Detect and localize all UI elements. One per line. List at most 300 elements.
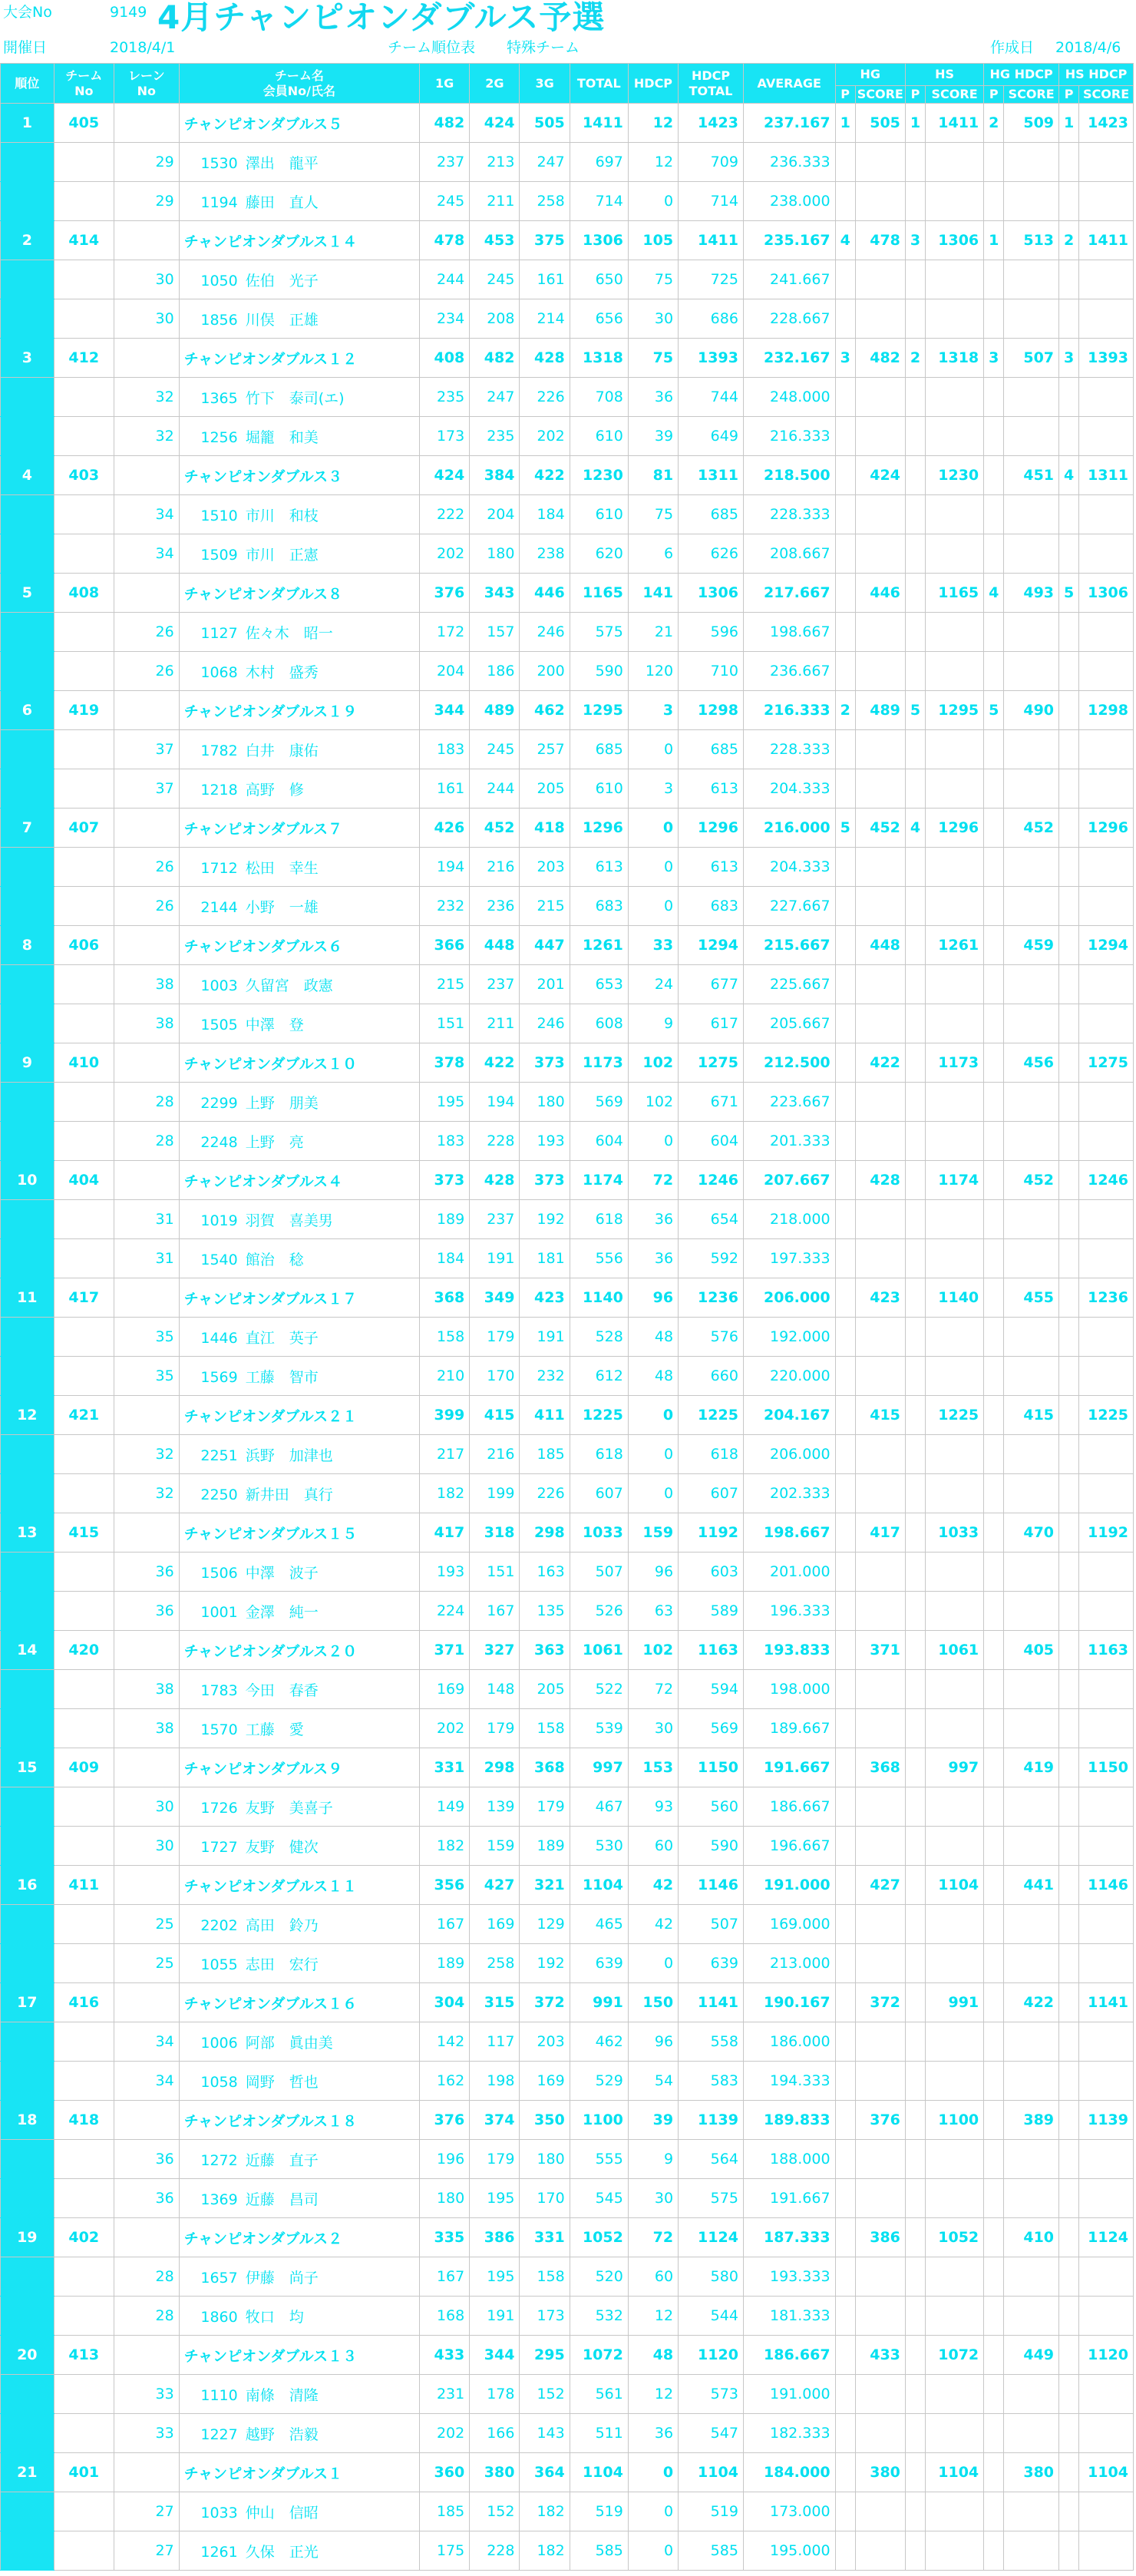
member-cell (179, 1827, 419, 1866)
total-cell: 1061 (570, 1631, 628, 1670)
team-no-cell (54, 1827, 114, 1866)
member-id: 1127 (200, 624, 238, 642)
empty-cell (855, 1905, 905, 1944)
hg-score-cell: 446 (855, 574, 905, 613)
empty-cell (1059, 1670, 1079, 1709)
hg-score-cell: 376 (855, 2101, 905, 2140)
empty-cell (1079, 182, 1134, 221)
hdcp-total-cell: 558 (679, 2022, 744, 2062)
average-cell: 191.000 (743, 1866, 835, 1905)
g1-cell: 433 (419, 2336, 469, 2375)
g1-cell: 360 (419, 2453, 469, 2492)
rank-cell (1, 730, 54, 769)
hdcp-total-cell: 1139 (679, 2101, 744, 2140)
empty-cell (855, 1474, 905, 1513)
member-name: 白井 康佑 (245, 742, 319, 759)
g1-cell: 231 (419, 2375, 469, 2414)
empty-cell (926, 613, 984, 652)
empty-cell (835, 2531, 855, 2571)
empty-cell (905, 652, 925, 691)
g3-cell: 203 (520, 2022, 570, 2062)
empty-cell (835, 1709, 855, 1748)
empty-cell (1079, 1318, 1134, 1357)
empty-cell (1059, 769, 1079, 809)
empty-cell (1004, 1122, 1059, 1161)
hg-p-cell (835, 2218, 855, 2257)
hdcp-cell: 3 (628, 691, 678, 730)
member-row (1, 2022, 1134, 2062)
col-2g: 2G (470, 64, 520, 104)
member-row (1, 495, 1134, 534)
member-row (1, 1122, 1134, 1161)
lane-no-cell: 32 (114, 417, 179, 456)
empty-cell (905, 2492, 925, 2531)
team-name-cell: チャンピオンダブルス９ (179, 1748, 419, 1787)
empty-cell (984, 2179, 1004, 2218)
g3-cell: 246 (520, 1004, 570, 1043)
member-cell (179, 1357, 419, 1396)
col-1g: 1G (419, 64, 469, 104)
hs-p-cell (905, 1278, 925, 1318)
hdcp-cell: 141 (628, 574, 678, 613)
member-id: 1194 (200, 193, 238, 211)
empty-cell (905, 182, 925, 221)
member-name: 館治 稔 (245, 1251, 304, 1268)
empty-cell (905, 2062, 925, 2101)
average-cell: 182.333 (743, 2414, 835, 2453)
member-name: 久留宮 政憲 (245, 977, 333, 994)
rank-cell (1, 1083, 54, 1122)
lane-no-cell: 33 (114, 2414, 179, 2453)
empty-cell (1059, 299, 1079, 339)
total-cell: 545 (570, 2179, 628, 2218)
empty-cell (835, 1592, 855, 1631)
team-no-cell (54, 143, 114, 182)
empty-cell (855, 887, 905, 926)
hdcp-cell: 72 (628, 1670, 678, 1709)
empty-cell (1079, 652, 1134, 691)
member-id: 1540 (200, 1251, 238, 1268)
empty-cell (855, 182, 905, 221)
lane-no-cell (114, 339, 179, 378)
lane-no-cell: 25 (114, 1905, 179, 1944)
hgh-p-cell (984, 1396, 1004, 1435)
g2-cell: 258 (470, 1944, 520, 1983)
team-row (1, 1983, 1134, 2022)
empty-cell (835, 652, 855, 691)
team-no-cell (54, 2257, 114, 2297)
average-cell: 232.167 (743, 339, 835, 378)
col-hg-p: P (835, 86, 855, 104)
member-row (1, 887, 1134, 926)
hdcp-cell: 30 (628, 2179, 678, 2218)
hgh-p-cell: 2 (984, 104, 1004, 143)
hdcp-total-cell: 590 (679, 1827, 744, 1866)
empty-cell (926, 1239, 984, 1278)
hg-p-cell (835, 2101, 855, 2140)
hdcp-total-cell: 685 (679, 495, 744, 534)
g2-cell: 247 (470, 378, 520, 417)
empty-cell (1004, 182, 1059, 221)
empty-cell (984, 1553, 1004, 1592)
lane-no-cell: 29 (114, 182, 179, 221)
g2-cell: 191 (470, 1239, 520, 1278)
hgh-score-cell: 415 (1004, 1396, 1059, 1435)
member-cell (179, 182, 419, 221)
g3-cell: 158 (520, 1709, 570, 1748)
empty-cell (855, 1944, 905, 1983)
lane-no-cell: 36 (114, 2140, 179, 2179)
lane-no-cell (114, 1043, 179, 1083)
average-cell: 218.000 (743, 1200, 835, 1239)
g2-cell: 245 (470, 260, 520, 299)
empty-cell (1004, 534, 1059, 574)
hdcp-total-cell: 744 (679, 378, 744, 417)
member-row (1, 1083, 1134, 1122)
empty-cell (835, 2179, 855, 2218)
hdcp-cell: 120 (628, 652, 678, 691)
empty-cell (855, 2492, 905, 2531)
hdcp-total-cell: 1393 (679, 339, 744, 378)
hgh-score-cell: 452 (1004, 809, 1059, 848)
hs-score-cell: 1104 (926, 1866, 984, 1905)
empty-cell (1059, 2140, 1079, 2179)
col-hsh-p: P (1059, 86, 1079, 104)
empty-cell (1079, 1944, 1134, 1983)
hgh-p-cell (984, 1866, 1004, 1905)
empty-cell (835, 1239, 855, 1278)
member-cell (179, 887, 419, 926)
hs-p-cell (905, 2453, 925, 2492)
rank-cell (1, 378, 54, 417)
empty-cell (855, 848, 905, 887)
empty-cell (1059, 2414, 1079, 2453)
g1-cell: 204 (419, 652, 469, 691)
member-id: 1019 (200, 1212, 238, 1229)
lane-no-cell: 38 (114, 965, 179, 1004)
lane-no-cell: 36 (114, 1553, 179, 1592)
total-cell: 529 (570, 2062, 628, 2101)
g3-cell: 418 (520, 809, 570, 848)
team-no-cell (54, 769, 114, 809)
g1-cell: 194 (419, 848, 469, 887)
hsh-p-cell: 5 (1059, 574, 1079, 613)
g3-cell: 423 (520, 1278, 570, 1318)
hdcp-cell: 159 (628, 1513, 678, 1553)
team-no-cell (54, 1553, 114, 1592)
hdcp-total-cell: 618 (679, 1435, 744, 1474)
empty-cell (905, 2531, 925, 2571)
total-cell: 714 (570, 182, 628, 221)
team-name-cell: チャンピオンダブルス２ (179, 2218, 419, 2257)
g3-cell: 184 (520, 495, 570, 534)
g1-cell: 185 (419, 2492, 469, 2531)
average-cell: 237.167 (743, 104, 835, 143)
member-cell (179, 1004, 419, 1043)
empty-cell (1004, 2257, 1059, 2297)
member-cell (179, 378, 419, 417)
g3-cell: 200 (520, 652, 570, 691)
hdcp-cell: 3 (628, 769, 678, 809)
g3-cell: 232 (520, 1357, 570, 1396)
team-name-cell: チャンピオンダブルス２１ (179, 1396, 419, 1435)
hs-p-cell (905, 1866, 925, 1905)
member-cell (179, 1670, 419, 1709)
total-cell: 604 (570, 1122, 628, 1161)
hdcp-cell: 12 (628, 104, 678, 143)
rank-cell: 19 (1, 2218, 54, 2257)
empty-cell (835, 534, 855, 574)
team-name-cell: チャンピオンダブルス１ (179, 2453, 419, 2492)
member-id: 1569 (200, 1368, 238, 1386)
average-cell: 187.333 (743, 2218, 835, 2257)
g1-cell: 167 (419, 1905, 469, 1944)
empty-cell (1004, 1709, 1059, 1748)
g3-cell: 179 (520, 1787, 570, 1827)
empty-cell (1004, 143, 1059, 182)
lane-no-cell: 25 (114, 1944, 179, 1983)
member-id: 1227 (200, 2426, 238, 2443)
hgh-score-cell: 441 (1004, 1866, 1059, 1905)
hg-score-cell: 368 (855, 1748, 905, 1787)
member-row (1, 182, 1134, 221)
empty-cell (1004, 378, 1059, 417)
member-name: 上野 亮 (245, 1133, 304, 1151)
hs-score-cell: 1230 (926, 456, 984, 495)
g2-cell: 211 (470, 1004, 520, 1043)
total-cell: 697 (570, 143, 628, 182)
g2-cell: 327 (470, 1631, 520, 1670)
empty-cell (855, 378, 905, 417)
hdcp-cell: 75 (628, 260, 678, 299)
g3-cell: 247 (520, 143, 570, 182)
col-lane-no: レーン No (114, 64, 179, 104)
hdcp-cell: 72 (628, 1161, 678, 1200)
empty-cell (1059, 182, 1079, 221)
col-hs-p: P (905, 86, 925, 104)
team-no-cell (54, 1435, 114, 1474)
total-cell: 1174 (570, 1161, 628, 1200)
g1-cell: 376 (419, 2101, 469, 2140)
g3-cell: 375 (520, 221, 570, 260)
g1-cell: 180 (419, 2179, 469, 2218)
hgh-score-cell: 380 (1004, 2453, 1059, 2492)
hg-score-cell: 423 (855, 1278, 905, 1318)
hdcp-total-cell: 603 (679, 1553, 744, 1592)
hg-score-cell: 482 (855, 339, 905, 378)
hdcp-cell: 60 (628, 1827, 678, 1866)
empty-cell (835, 2062, 855, 2101)
hgh-score-cell: 389 (1004, 2101, 1059, 2140)
hdcp-total-cell: 569 (679, 1709, 744, 1748)
member-row (1, 1709, 1134, 1748)
team-row (1, 1631, 1134, 1670)
col-hsh-score: SCORE (1079, 86, 1134, 104)
rank-cell (1, 2062, 54, 2101)
team-name-cell: チャンピオンダブルス２０ (179, 1631, 419, 1670)
empty-cell (835, 2257, 855, 2297)
total-cell: 1295 (570, 691, 628, 730)
team-no-cell: 416 (54, 1983, 114, 2022)
hgh-score-cell: 513 (1004, 221, 1059, 260)
g2-cell: 191 (470, 2297, 520, 2336)
hs-score-cell: 1295 (926, 691, 984, 730)
empty-cell (1059, 1200, 1079, 1239)
lane-no-cell: 32 (114, 1435, 179, 1474)
hdcp-cell: 75 (628, 495, 678, 534)
team-no-cell: 418 (54, 2101, 114, 2140)
team-no-cell (54, 417, 114, 456)
empty-cell (926, 2062, 984, 2101)
hdcp-total-cell: 626 (679, 534, 744, 574)
lane-no-cell: 34 (114, 2062, 179, 2101)
g2-cell: 448 (470, 926, 520, 965)
rank-cell (1, 1592, 54, 1631)
g2-cell: 298 (470, 1748, 520, 1787)
hgh-p-cell (984, 2453, 1004, 2492)
average-cell: 193.333 (743, 2257, 835, 2297)
hdcp-cell: 96 (628, 1278, 678, 1318)
hs-score-cell: 1140 (926, 1278, 984, 1318)
empty-cell (1004, 2297, 1059, 2336)
g2-cell: 245 (470, 730, 520, 769)
hgh-p-cell: 1 (984, 221, 1004, 260)
empty-cell (905, 1083, 925, 1122)
hs-p-cell (905, 456, 925, 495)
hgh-score-cell: 507 (1004, 339, 1059, 378)
hdcp-total-cell: 1104 (679, 2453, 744, 2492)
average-cell: 198.000 (743, 1670, 835, 1709)
member-row (1, 534, 1134, 574)
hsh-score-cell: 1275 (1079, 1043, 1134, 1083)
empty-cell (835, 1787, 855, 1827)
member-name: 浜野 加津也 (245, 1447, 333, 1464)
hsh-p-cell: 2 (1059, 221, 1079, 260)
average-cell: 241.667 (743, 260, 835, 299)
team-no-cell: 405 (54, 104, 114, 143)
member-cell (179, 1944, 419, 1983)
lane-no-cell (114, 1396, 179, 1435)
empty-cell (905, 378, 925, 417)
member-cell (179, 495, 419, 534)
g2-cell: 318 (470, 1513, 520, 1553)
team-no-cell (54, 534, 114, 574)
total-cell: 1033 (570, 1513, 628, 1553)
team-no-cell (54, 652, 114, 691)
member-cell (179, 1474, 419, 1513)
g1-cell: 189 (419, 1944, 469, 1983)
col-hg: HG (835, 64, 905, 86)
total-cell: 610 (570, 417, 628, 456)
hdcp-cell: 93 (628, 1787, 678, 1827)
col-average: AVERAGE (743, 64, 835, 104)
hdcp-total-cell: 1120 (679, 2336, 744, 2375)
hdcp-total-cell: 589 (679, 1592, 744, 1631)
member-cell (179, 1787, 419, 1827)
g3-cell: 246 (520, 613, 570, 652)
team-no-cell (54, 613, 114, 652)
empty-cell (1004, 1239, 1059, 1278)
rank-cell (1, 1670, 54, 1709)
average-cell: 169.000 (743, 1905, 835, 1944)
taikai-label: 大会No (3, 4, 52, 21)
g3-cell: 182 (520, 2531, 570, 2571)
member-cell (179, 1239, 419, 1278)
team-no-cell (54, 2179, 114, 2218)
hg-p-cell (835, 1983, 855, 2022)
hs-score-cell: 991 (926, 1983, 984, 2022)
team-row (1, 809, 1134, 848)
g3-cell: 462 (520, 691, 570, 730)
member-id: 2250 (200, 1486, 238, 1503)
empty-cell (855, 1083, 905, 1122)
empty-cell (1079, 2414, 1134, 2453)
member-id: 1782 (200, 742, 238, 759)
total-cell: 520 (570, 2257, 628, 2297)
g3-cell: 181 (520, 1239, 570, 1278)
member-name: 川俣 正雄 (245, 311, 319, 329)
total-cell: 1225 (570, 1396, 628, 1435)
rank-cell (1, 1709, 54, 1748)
empty-cell (1079, 887, 1134, 926)
hsh-score-cell: 1236 (1079, 1278, 1134, 1318)
hg-p-cell: 5 (835, 809, 855, 848)
empty-cell (1059, 1004, 1079, 1043)
hdcp-total-cell: 1294 (679, 926, 744, 965)
team-name-cell: チャンピオンダブルス１８ (179, 2101, 419, 2140)
g3-cell: 446 (520, 574, 570, 613)
total-cell: 511 (570, 2414, 628, 2453)
member-id: 1050 (200, 272, 238, 289)
member-id: 1505 (200, 1016, 238, 1033)
lane-no-cell: 28 (114, 1122, 179, 1161)
empty-cell (855, 1200, 905, 1239)
g2-cell: 237 (470, 1200, 520, 1239)
member-name: 小野 一雄 (245, 898, 319, 916)
empty-cell (905, 965, 925, 1004)
g2-cell: 386 (470, 2218, 520, 2257)
empty-cell (984, 2375, 1004, 2414)
empty-cell (1059, 1435, 1079, 1474)
hdcp-cell: 0 (628, 182, 678, 221)
empty-cell (1059, 1709, 1079, 1748)
rank-cell: 13 (1, 1513, 54, 1553)
average-cell: 218.500 (743, 456, 835, 495)
empty-cell (855, 1827, 905, 1866)
hgh-p-cell (984, 1043, 1004, 1083)
empty-cell (1079, 2492, 1134, 2531)
empty-cell (1059, 1944, 1079, 1983)
hdcp-total-cell: 607 (679, 1474, 744, 1513)
hdcp-cell: 0 (628, 2492, 678, 2531)
member-name: 上野 朋美 (245, 1094, 319, 1112)
hdcp-total-cell: 547 (679, 2414, 744, 2453)
g3-cell: 180 (520, 2140, 570, 2179)
member-cell (179, 143, 419, 182)
total-cell: 608 (570, 1004, 628, 1043)
rank-cell (1, 182, 54, 221)
member-id: 1726 (200, 1799, 238, 1817)
member-cell (179, 1318, 419, 1357)
member-id: 1006 (200, 2034, 238, 2052)
lane-no-cell: 26 (114, 652, 179, 691)
hgh-p-cell (984, 1513, 1004, 1553)
team-no-cell (54, 2414, 114, 2453)
empty-cell (835, 1435, 855, 1474)
col-hs-score: SCORE (926, 86, 984, 104)
hdcp-cell: 96 (628, 2022, 678, 2062)
g1-cell: 142 (419, 2022, 469, 2062)
